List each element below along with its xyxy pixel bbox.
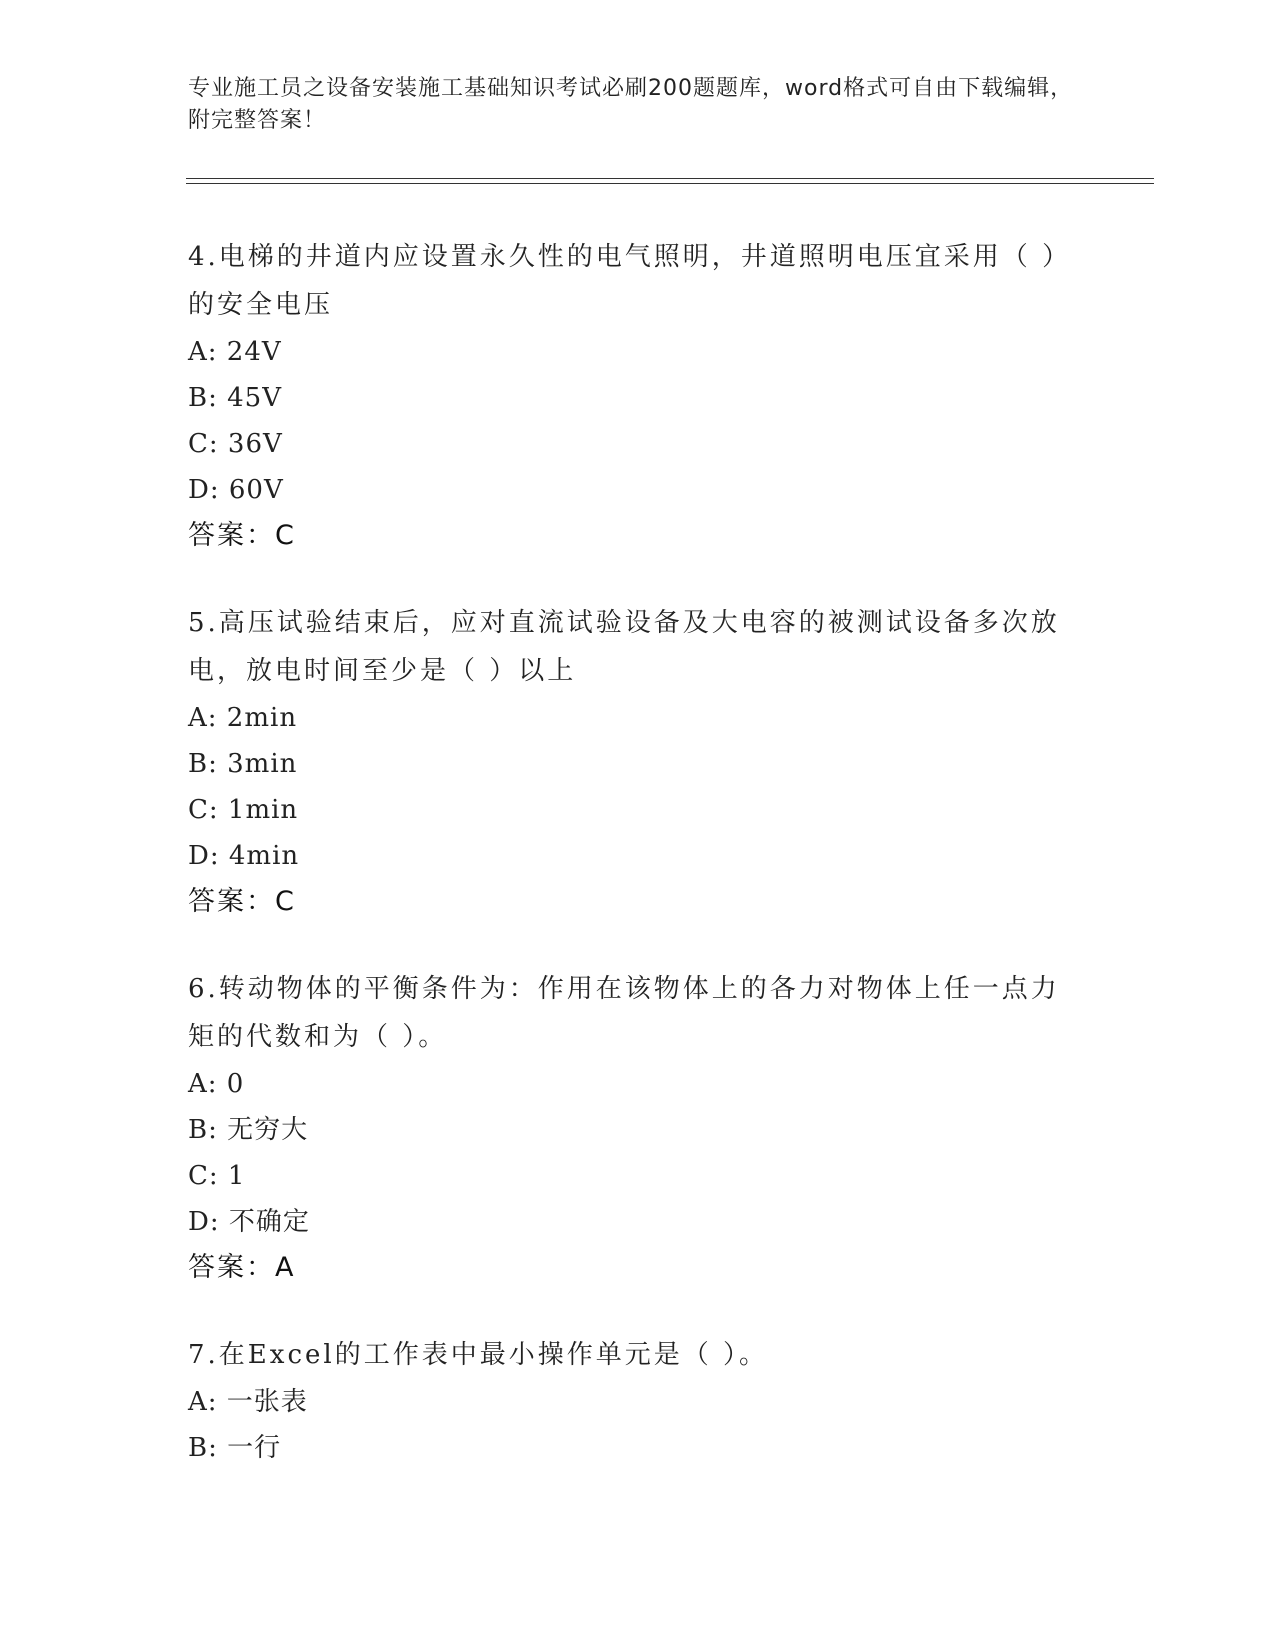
option-d: D: 4min [188,841,300,871]
option-d: D: 60V [188,475,284,505]
option-b: B: 一行 [188,1433,282,1463]
option-c: C: 36V [188,429,283,459]
option-a: A: 0 [188,1069,245,1099]
header-rule-bottom [186,183,1154,184]
option-b: B: 无穷大 [188,1115,309,1145]
answer: 答案：C [188,520,296,551]
question-stem: 6.转动物体的平衡条件为：作用在该物体上的各力对物体上任一点力矩的代数和为（ ）。 [188,974,1060,1052]
question-stem: 4.电梯的井道内应设置永久性的电气照明，井道照明电压宜采用（ ）的安全电压 [188,242,1072,320]
question-list [188,233,1088,1511]
option-a: A: 2min [188,703,298,733]
option-d: D: 不确定 [188,1207,310,1237]
option-a: A: 一张表 [188,1387,308,1417]
answer: 答案：C [188,886,296,917]
option-c: C: 1 [188,1161,246,1191]
question-5 [188,599,1088,925]
question-stem: 5.高压试验结束后，应对直流试验设备及大电容的被测试设备多次放电，放电时间至少是（ ）以上 [188,608,1060,686]
question-4 [188,233,1088,559]
answer: 答案：A [188,1252,296,1283]
option-b: B: 45V [188,383,282,413]
option-c: C: 1min [188,795,299,825]
option-a: A: 24V [188,337,282,367]
option-b: B: 3min [188,749,298,779]
header-rule-top [186,178,1154,179]
document-header: 专业施工员之设备安装施工基础知识考试必刷200题题库，word格式可自由下载编辑，附完整答案！ [188,76,1074,133]
question-6 [188,965,1088,1291]
question-7 [188,1331,1088,1471]
question-stem: 7.在Excel的工作表中最小操作单元是（ ）。 [188,1340,768,1370]
